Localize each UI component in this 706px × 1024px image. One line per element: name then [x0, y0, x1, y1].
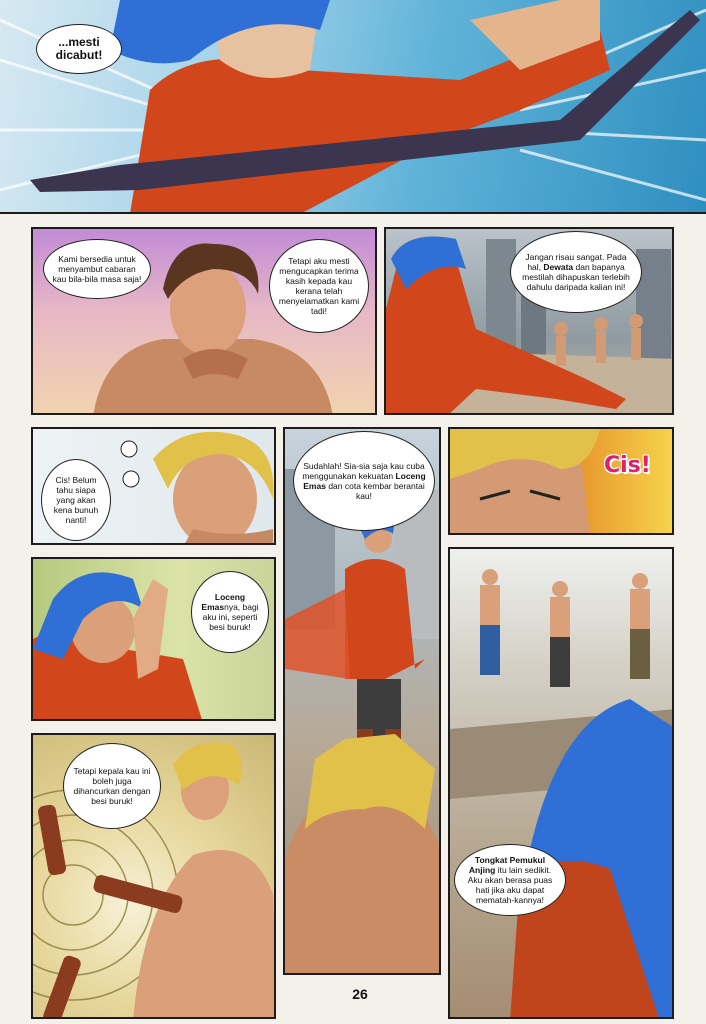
panel-4	[31, 427, 276, 545]
speech-bubble: Loceng Emasnya, bagi aku ini, seperti besi buruk!	[191, 571, 269, 653]
panel-2	[31, 227, 377, 415]
speech-bubble: Cis! Belum tahu siapa yang akan kena bunuh nanti!	[41, 459, 111, 541]
angry-face-art	[450, 429, 674, 535]
sound-effect-text: Cis!	[604, 453, 651, 478]
panel-7	[31, 557, 276, 721]
panel-5	[283, 427, 441, 975]
speech-bubble-right: Tetapi aku mesti mengucapkan terima kasih kepada kau kerana telah menyelamatkan kami tadi!	[269, 239, 369, 333]
speech-bubble: Tongkat Pemukul Anjing itu lain sedikit. Aku akan berasa puas hati jika aku dapat mematah-kannya!	[454, 844, 566, 916]
panel-9	[31, 733, 276, 1019]
speech-bubble: Jangan risau sangat. Pada hal, Dewata dan bapanya mestilah dihapuskan terlebih dahulu daripada kalian ini!	[510, 231, 642, 313]
speech-bubble: Sudahlah! Sia-sia saja kau cuba menggunakan kekuatan Loceng Emas dan cota kembar berantai kau!	[293, 431, 435, 531]
panel-3	[384, 227, 674, 415]
panel-6	[448, 427, 674, 535]
battlefield-art	[450, 549, 674, 1019]
panel-1	[0, 0, 706, 214]
speech-bubble-left: Kami bersedia untuk menyambut cabaran kau bila-bila masa saja!	[43, 239, 151, 299]
page-number: 26	[352, 986, 368, 1002]
speech-bubble: Tetapi kepala kau ini boleh juga dihancurkan dengan besi buruk!	[63, 743, 161, 829]
panel-8	[448, 547, 674, 1019]
speech-bubble: ...mesti dicabut!	[36, 24, 122, 74]
